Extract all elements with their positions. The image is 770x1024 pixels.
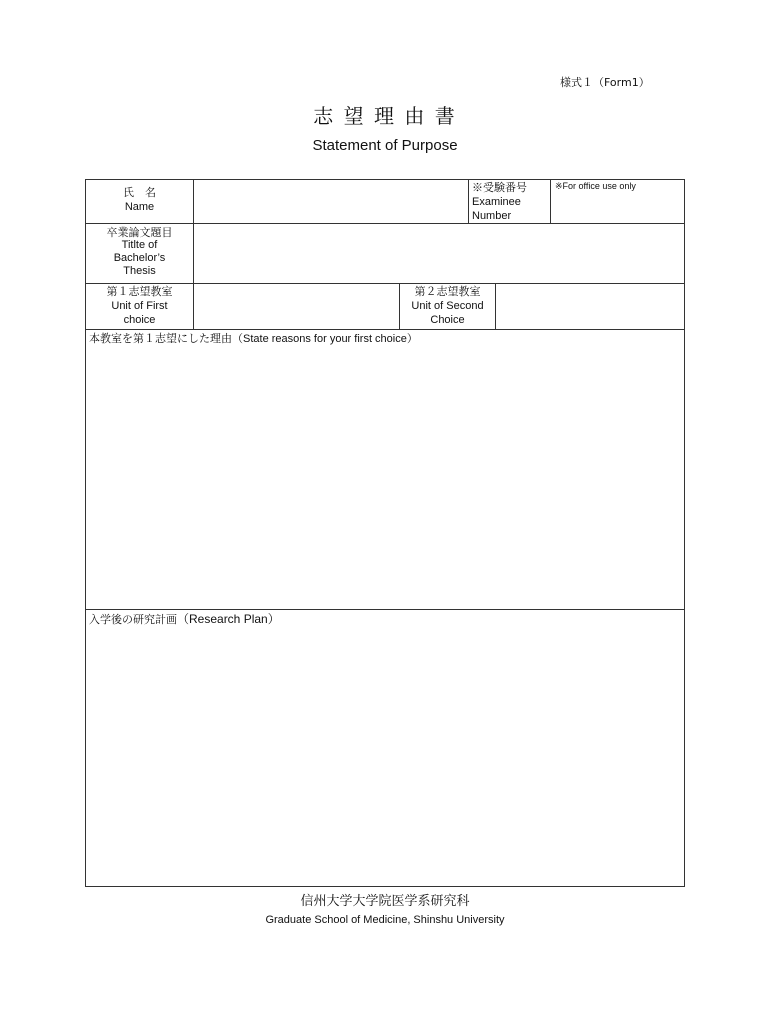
plan-label-jp: 入学後の研究計画	[89, 613, 177, 626]
examinee-number-field[interactable]	[551, 180, 684, 224]
name-label-cell	[86, 180, 194, 224]
form-id: 様式１（Form1）	[560, 76, 650, 89]
name-field[interactable]	[194, 180, 469, 224]
examinee-label-cell	[469, 180, 551, 224]
first-unit-field[interactable]	[194, 284, 400, 330]
reasons-label	[86, 330, 684, 348]
page-title-jp: 志 望 理 由 書	[313, 104, 457, 128]
second-unit-label-jp: 第２志望教室	[414, 285, 481, 298]
second-unit-field[interactable]	[496, 284, 684, 330]
name-label-jp: 氏 名	[123, 186, 156, 199]
research-plan-section[interactable]	[86, 610, 684, 886]
footer-school-en: Graduate School of Medicine, Shinshu University	[265, 914, 505, 926]
reasons-label-en: （State reasons for your first choice）	[232, 333, 418, 345]
thesis-label-en: Titlte of Bachelor’s Thesis	[113, 239, 166, 277]
name-label-en: Name	[124, 201, 155, 213]
second-unit-label-en: Unit of Second Choice	[411, 300, 484, 326]
plan-label-en: （Research Plan）	[177, 612, 280, 626]
examinee-label-jp: ※受験番号	[472, 182, 527, 194]
thesis-label-jp: 卒業論文題目	[106, 226, 173, 239]
first-unit-label-cell	[86, 284, 194, 330]
research-plan-text	[86, 629, 684, 633]
reasons-label-jp: 本教室を第１志望にした理由	[89, 332, 232, 345]
examinee-label-en: Examinee Number	[472, 196, 521, 222]
office-use-note: ※For office use only	[555, 181, 636, 191]
footer-school-jp: 信州大学大学院医学系研究科	[300, 894, 470, 909]
thesis-label-cell	[86, 224, 194, 284]
first-unit-label-en: Unit of First choice	[111, 300, 168, 326]
thesis-title-field[interactable]	[194, 224, 684, 284]
second-unit-label-cell	[400, 284, 496, 330]
page-title-en: Statement of Purpose	[312, 137, 458, 154]
reasons-text	[86, 348, 684, 352]
application-form	[85, 179, 685, 887]
research-plan-label	[86, 610, 684, 629]
first-unit-label-jp: 第１志望教室	[106, 285, 173, 298]
reasons-section[interactable]	[86, 330, 684, 610]
